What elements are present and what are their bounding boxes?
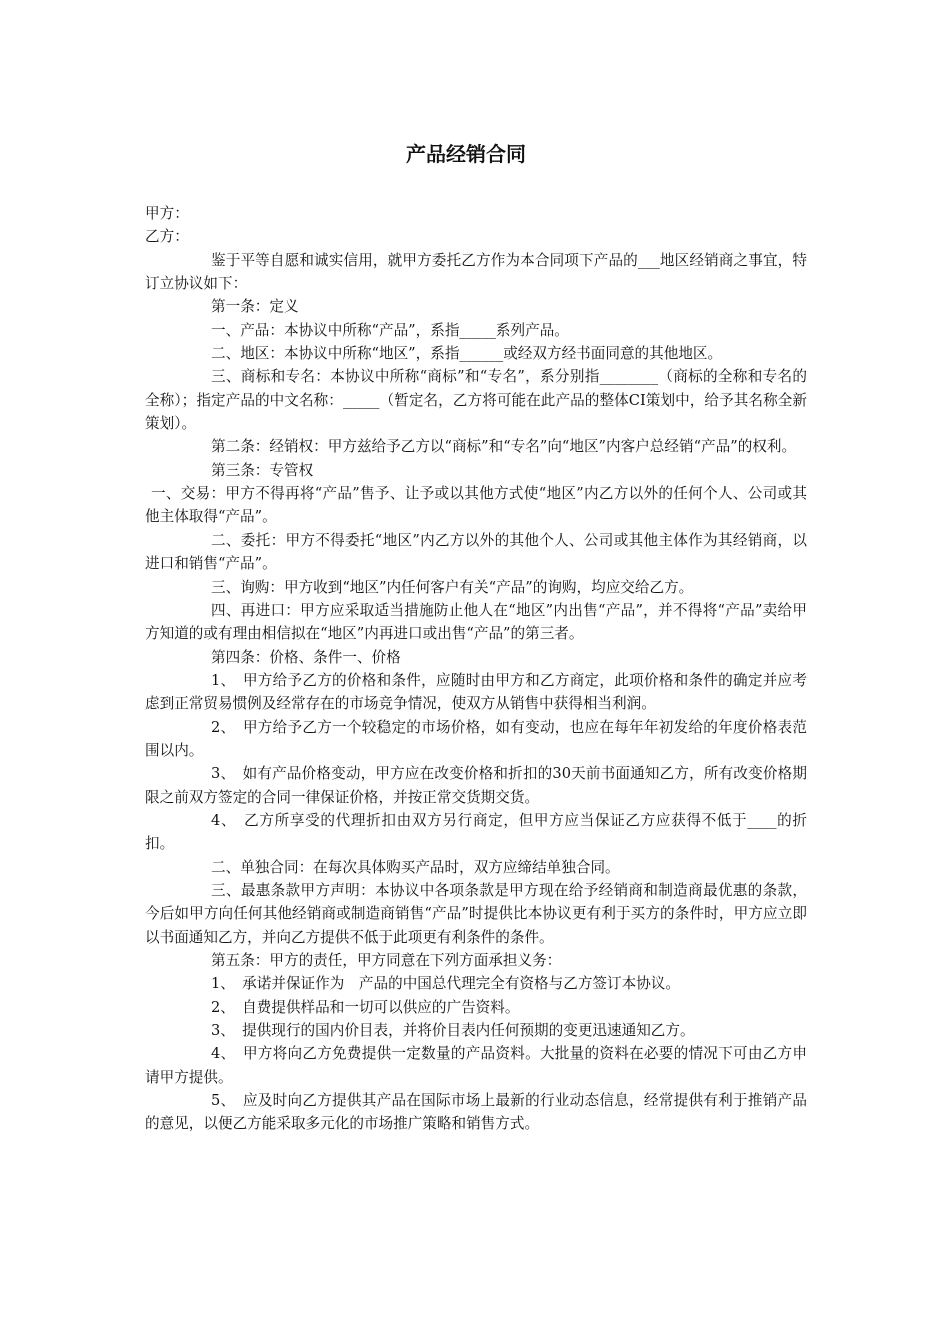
article-3-clause-1: 一、交易：甲方不得再将“产品”售予、让予或以其他方式使“地区”内乙方以外的任何个人、公司或其他主体取得“产品”。: [145, 485, 807, 526]
document-title: 产品经销合同: [406, 142, 526, 166]
article-5-heading: 第五条：甲方的责任，甲方同意在下列方面承担义务：: [211, 952, 562, 969]
article-4-clause-3: 三、最惠条款甲方声明：本协议中各项条款是甲方现在给予经销商和制造商最优惠的条款，今后如甲方向任何其他经销商或制造商销售“产品”时提供比本协议更有利于买方的条件时，甲方应立即以书面通知乙方，并向乙方提供不低于此项更有利条件的条件。: [145, 881, 807, 946]
article-5-item-4: 4、 甲方将向乙方免费提供一定数量的产品资料。大批量的资料在必要的情况下可由乙方申请甲方提供。: [145, 1045, 807, 1086]
article-5-item-1: 1、 承诺并保证作为 产品的中国总代理完全有资格与乙方签订本协议。: [211, 975, 680, 993]
article-3-clause-4: 四、再进口：甲方应采取适当措施防止他人在“地区”内出售“产品”，并不得将“产品”卖给甲方知道的或有理由相信拟在“地区”内再进口或出售“产品”的第三者。: [145, 601, 807, 643]
party-a-line: 甲方：: [145, 205, 189, 222]
article-5-item-2: 2、 自费提供样品和一切可以供应的广告资料。: [211, 998, 520, 1016]
article-4-clause-2: 二、单独合同：在每次具体购买产品时，双方应缔结单独合同。: [211, 858, 620, 876]
article-1-clause-2: 二、地区：本协议中所称“地区”，系指______或经双方经书面同意的其他地区。: [211, 345, 723, 363]
article-5-item-5: 5、 应及时向乙方提供其产品在国际市场上最新的行业动态信息，经常提供有利于推销产品的意见，以便乙方能采取多元化的市场推广策略和销售方式。: [145, 1092, 807, 1133]
article-4-price-item-2: 2、 甲方给予乙方一个较稳定的市场价格，如有变动，也应在每年年初发给的年度价格表范围以内。: [145, 718, 807, 759]
article-4-price-item-3: 3、 如有产品价格变动，甲方应在改变价格和折扣的30天前书面通知乙方，所有改变价格期限之前双方签定的合同一律保证价格，并按正常交货期交货。: [145, 765, 807, 806]
article-1-clause-3: 三、商标和专名：本协议中所称“商标”和“专名”，系分别指________（商标的全称和专名的全称）；指定产品的中文名称：_____（暂定名，乙方将可能在此产品的整体CI策划中，给予其名称全新策划）。: [145, 368, 807, 433]
article-1-clause-1: 一、产品：本协议中所称“产品”，系指_____系列产品。: [211, 321, 569, 339]
article-4-price-item-1: 1、 甲方给予乙方的价格和条件，应随时由甲方和乙方商定，此项价格和条件的确定并应考虑到正常贸易惯例及经常存在的市场竞争情况，使双方从销售中获得相当利润。: [145, 671, 807, 713]
article-4-heading: 第四条：价格、条件一、价格: [211, 648, 401, 666]
article-5-item-3: 3、 提供现行的国内价目表，并将价目表内任何预期的变更迅速通知乙方。: [211, 1022, 695, 1040]
article-3-heading: 第三条：专管权: [211, 461, 314, 479]
article-4-price-item-4: 4、 乙方所享受的代理折扣由双方另行商定，但甲方应当保证乙方应获得不低于____的折扣。: [145, 811, 807, 853]
document-body: [145, 202, 807, 1136]
article-3-clause-2: 二、委托：甲方不得委托“地区”内乙方以外的其他个人、公司或其他主体作为其经销商，以进口和销售“产品”。: [145, 531, 807, 573]
article-1-heading: 第一条：定义: [211, 298, 299, 316]
article-3-clause-3: 三、询购：甲方收到“地区”内任何客户有关“产品”的询购，均应交给乙方。: [211, 578, 694, 596]
party-b-line: 乙方：: [145, 228, 189, 246]
article-2: 第二条：经销权：甲方兹给予乙方以“商标”和“专名”向“地区”内客户总经销“产品”的权利。: [211, 438, 797, 456]
preamble: 鉴于平等自愿和诚实信用，就甲方委托乙方作为本合同项下产品的___地区经销商之事宜，特订立协议如下：: [145, 251, 807, 293]
